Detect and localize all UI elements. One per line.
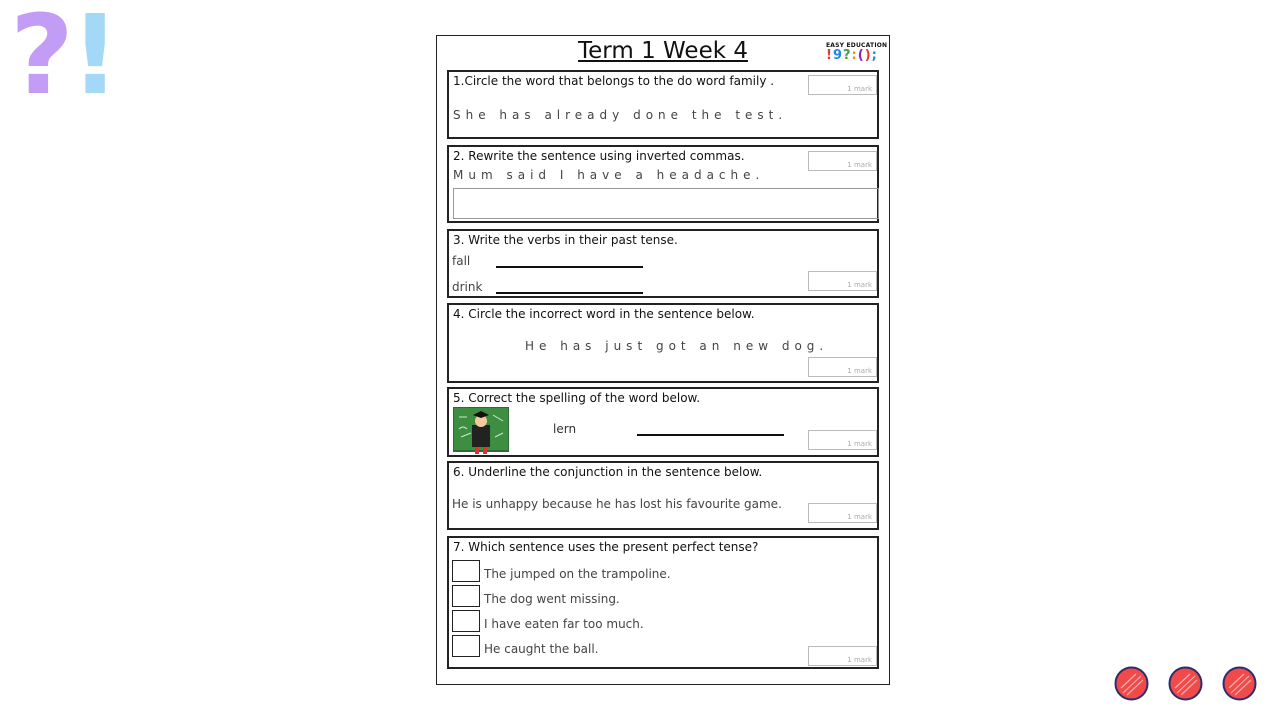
mark-box: 1 mark	[808, 75, 877, 95]
nav-button-previous[interactable]	[1114, 666, 1149, 701]
question-prompt: 6. Underline the conjunction in the sentence below.	[453, 465, 763, 479]
question-6	[447, 461, 879, 530]
mark-box: 1 mark	[808, 271, 877, 291]
logo-glyph: (	[857, 48, 864, 63]
easy-education-logo	[826, 42, 888, 64]
option-checkbox[interactable]	[452, 635, 480, 657]
question-3	[447, 229, 879, 298]
logo-text: EASY EDUCATION	[826, 42, 888, 49]
question-prompt: 5. Correct the spelling of the word below.	[453, 391, 701, 405]
question-4	[447, 303, 879, 383]
option-checkbox[interactable]	[452, 610, 480, 632]
mark-box: 1 mark	[808, 646, 877, 666]
question-sentence[interactable]: She has already done the test.	[453, 108, 788, 122]
question-sentence[interactable]: He is unhappy because he has lost his favourite game.	[452, 497, 782, 511]
nav-button-home[interactable]	[1168, 666, 1203, 701]
answer-box[interactable]	[453, 188, 879, 219]
option-label: The jumped on the trampoline.	[484, 567, 671, 581]
question-sentence: Mum said I have a headache.	[453, 168, 765, 182]
worksheet-title: Term 1 Week 4	[578, 38, 748, 64]
option-label: He caught the ball.	[484, 642, 599, 656]
logo-glyph: ?	[842, 48, 851, 63]
logo-glyphs	[826, 49, 884, 63]
graduate-teacher-illustration	[453, 407, 509, 455]
logo-glyph: ;	[871, 48, 877, 63]
mark-box: 1 mark	[808, 357, 877, 377]
mark-box: 1 mark	[808, 151, 877, 171]
mark-box: 1 mark	[808, 430, 877, 450]
question-prompt: 3. Write the verbs in their past tense.	[453, 233, 678, 247]
nav-button-next[interactable]	[1222, 666, 1257, 701]
question-2	[447, 145, 879, 223]
question-1	[447, 70, 879, 139]
question-5	[447, 387, 879, 457]
question-prompt: 1.Circle the word that belongs to the do word family .	[453, 74, 775, 88]
worksheet	[436, 35, 890, 685]
answer-line-fall[interactable]	[496, 266, 643, 268]
logo-glyph: :	[851, 48, 857, 63]
question-mark-decoration: ?	[10, 0, 74, 119]
verb-drink-label: drink	[452, 280, 483, 294]
question-prompt: 2. Rewrite the sentence using inverted commas.	[453, 149, 745, 163]
exclamation-mark-decoration: !	[70, 0, 121, 119]
misspelled-word: lern	[553, 422, 577, 436]
logo-glyph: !	[826, 48, 832, 63]
logo-glyph: )	[864, 48, 871, 63]
mark-box: 1 mark	[808, 503, 877, 523]
question-prompt: 4. Circle the incorrect word in the sentence below.	[453, 307, 755, 321]
verb-fall-label: fall	[452, 254, 471, 268]
option-checkbox[interactable]	[452, 585, 480, 607]
option-checkbox[interactable]	[452, 560, 480, 582]
answer-line-drink[interactable]	[496, 292, 643, 294]
question-sentence[interactable]: He has just got an new dog.	[525, 339, 829, 353]
answer-line[interactable]	[637, 434, 784, 436]
option-label: The dog went missing.	[484, 592, 620, 606]
option-label: I have eaten far too much.	[484, 617, 644, 631]
question-7	[447, 536, 879, 669]
question-prompt: 7. Which sentence uses the present perfect tense?	[453, 540, 759, 554]
logo-glyph: 9	[832, 48, 842, 63]
